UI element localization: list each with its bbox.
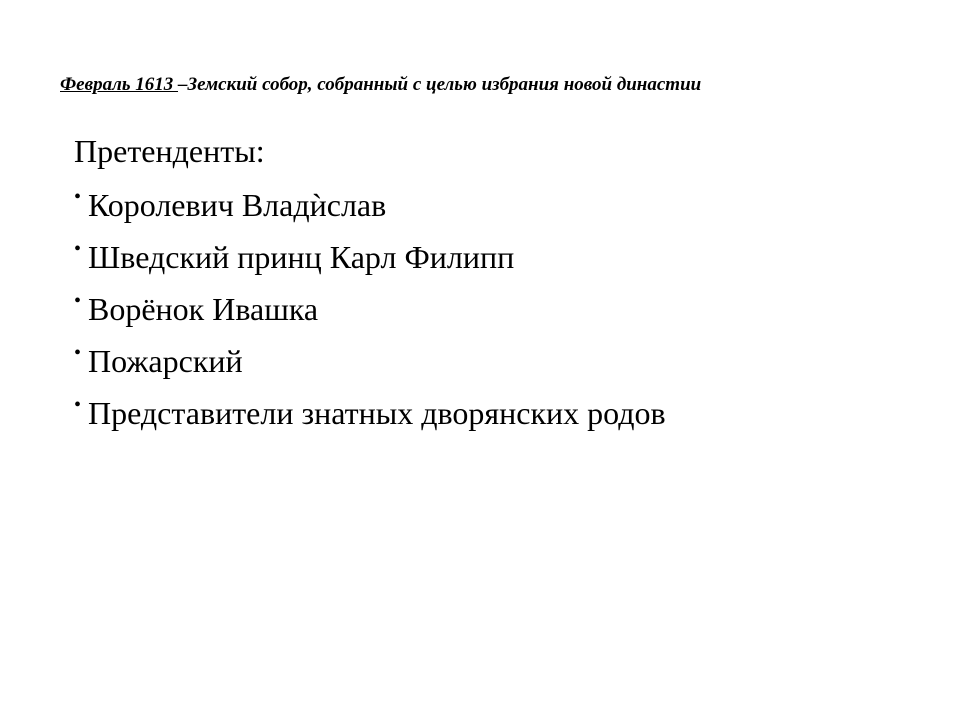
title-description: –Земский собор, собранный с целью избрания новой династии — [178, 74, 702, 95]
list-item — [74, 179, 914, 231]
list-item — [74, 231, 914, 283]
list-item — [74, 283, 914, 335]
bullet-icon: • — [74, 290, 82, 312]
candidate-name: Пожарский — [88, 343, 243, 379]
candidate-name: Ворёнок Ивашка — [88, 291, 319, 327]
slide-title — [60, 72, 920, 98]
bullet-icon: • — [74, 238, 82, 260]
candidate-name: Королевич Владѝслав — [88, 187, 387, 223]
candidates-list — [74, 179, 914, 439]
candidate-name: Шведский принц Карл Филипп — [88, 239, 515, 275]
candidate-name: Представители знатных дворянских родов — [88, 395, 666, 431]
slide-content — [74, 127, 914, 439]
bullet-icon: • — [74, 342, 82, 364]
list-item — [74, 387, 914, 439]
bullet-icon: • — [74, 186, 82, 208]
candidates-heading: Претенденты: — [74, 133, 265, 169]
bullet-icon: • — [74, 394, 82, 416]
list-item — [74, 335, 914, 387]
title-date: Февраль 1613 — [60, 74, 179, 95]
